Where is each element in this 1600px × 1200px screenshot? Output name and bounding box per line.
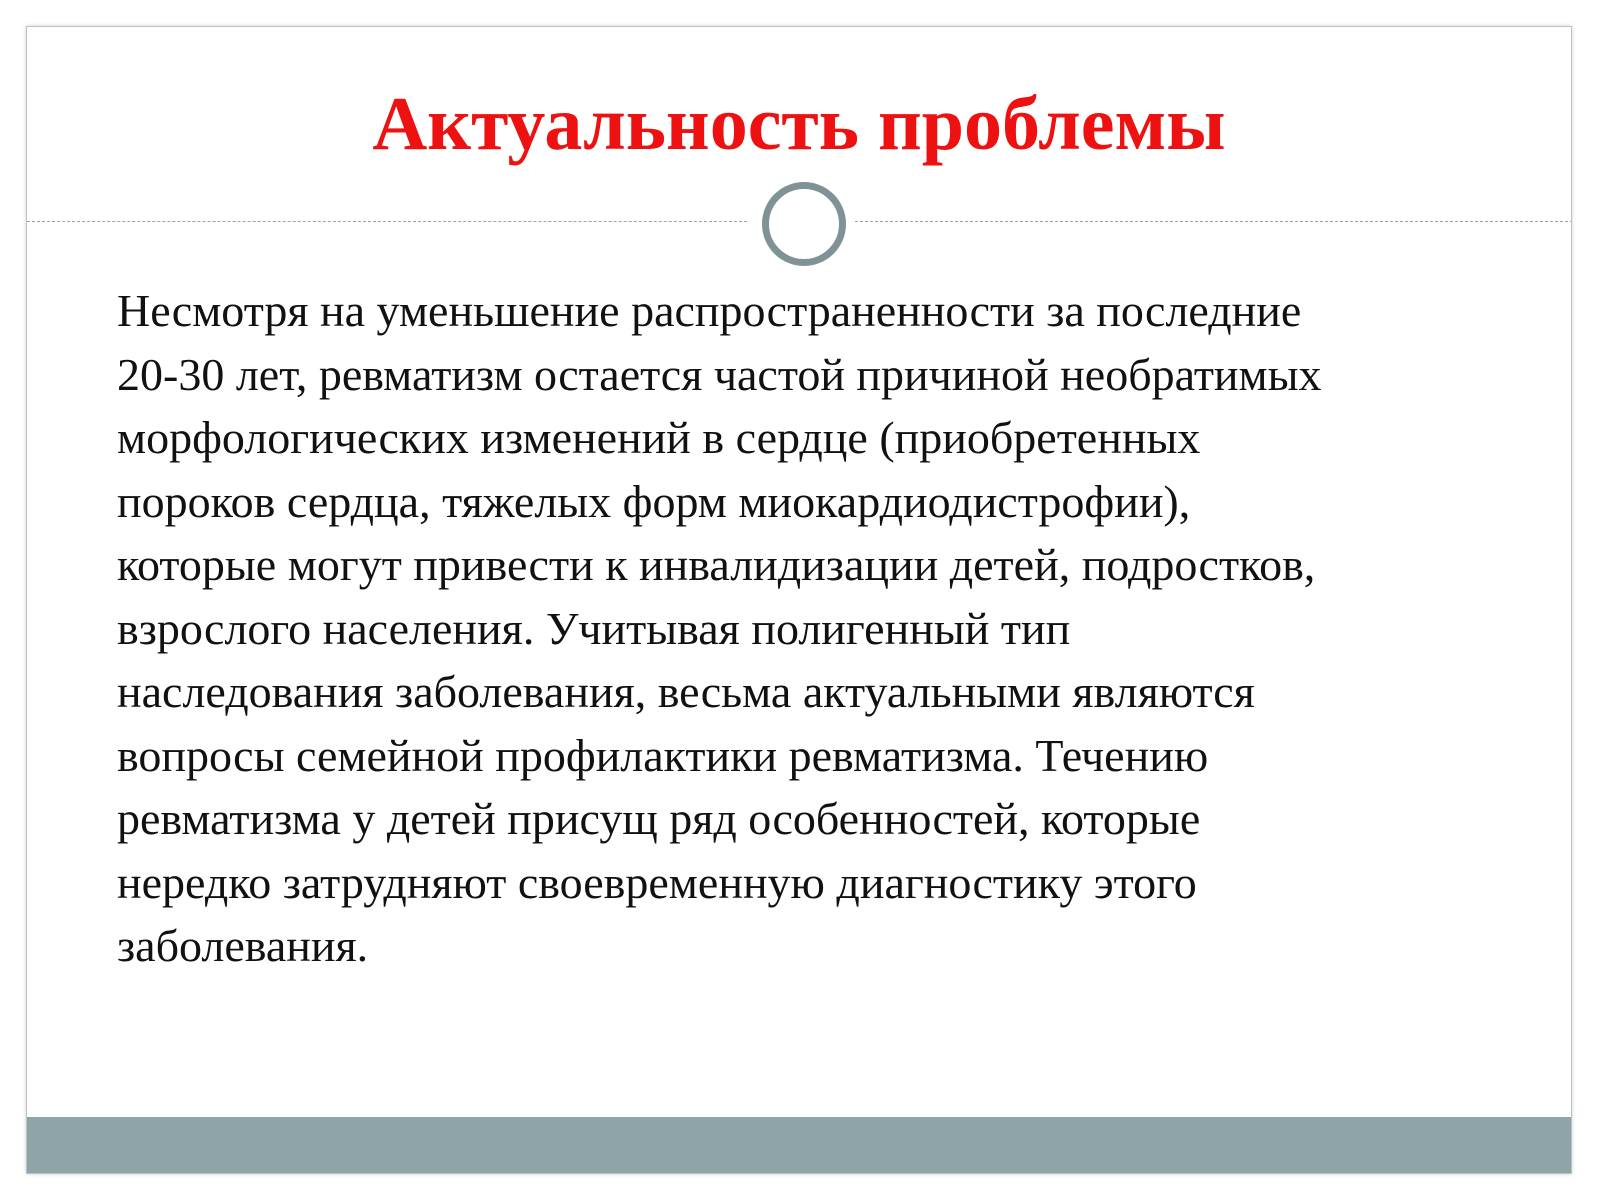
body-paragraph [117, 279, 1517, 978]
body-line: 20-30 лет, ревматизм остается частой причиной необратимых [117, 348, 1322, 400]
body-line: которые могут привести к инвалидизации детей, подростков, [117, 539, 1316, 590]
body-line: Несмотря на уменьшение распространенности за последние [117, 285, 1302, 336]
footer-bar [27, 1117, 1571, 1173]
body-line: пороков сердца, тяжелых форм миокардиодистрофии), [117, 475, 1191, 527]
body-line: ревматизма у детей присущ ряд особенностей, которые [117, 793, 1201, 844]
title-divider-right [855, 221, 1572, 222]
body-line: взрослого населения. Учитывая полигенный тип [117, 602, 1071, 654]
ring-icon [762, 182, 846, 266]
slide-title: Актуальность проблемы [372, 82, 1226, 166]
body-line: вопросы семейной профилактики ревматизма. Течению [117, 729, 1209, 781]
body-line: наследования заболевания, весьма актуальными являются [117, 666, 1255, 717]
body-line: нередко затрудняют своевременную диагностику этого [117, 856, 1197, 908]
title-divider-left [27, 221, 747, 222]
slide [26, 26, 1572, 1174]
body-line: заболевания. [117, 920, 369, 971]
body-line: морфологических изменений в сердце (приобретенных [117, 412, 1201, 463]
